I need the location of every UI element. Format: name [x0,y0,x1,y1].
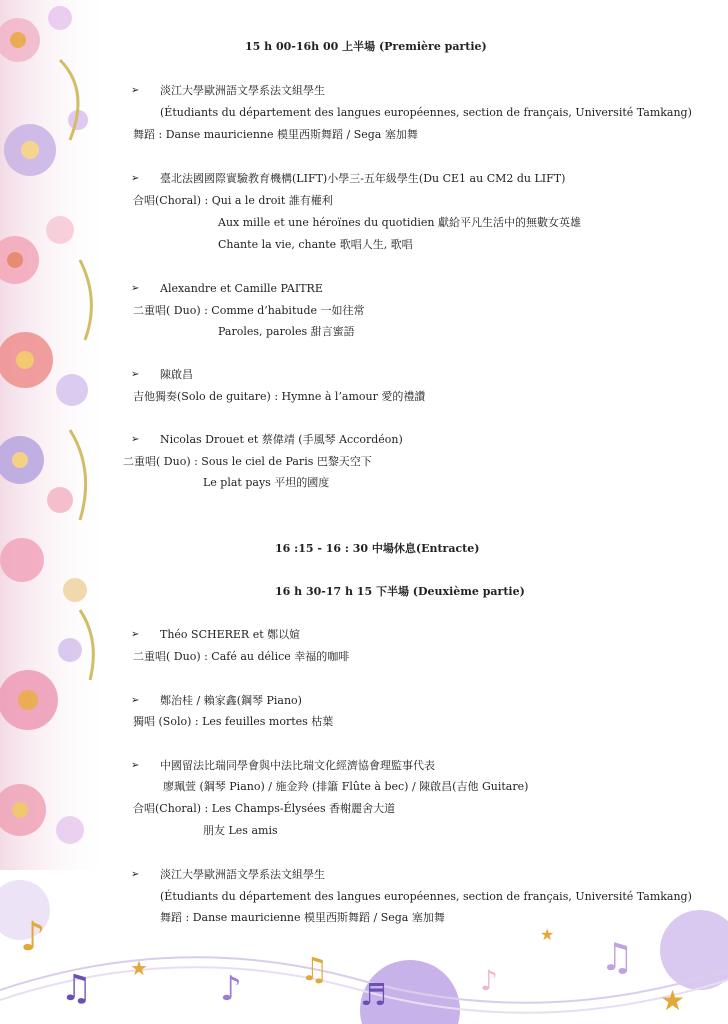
program-line: Paroles, paroles 甜言蜜語 [218,325,355,338]
part1-heading: 15 h 00-16h 00 上半場 (Première partie) [245,40,487,53]
performer-name: 中國留法比瑞同學會與中法比瑞文化經濟協會理監事代表 [160,759,435,772]
performer-name: Alexandre et Camille PAITRE [160,282,323,295]
bullet-icon: ➢ [131,283,140,294]
bullet-icon: ➢ [131,695,140,706]
svg-text:♫: ♫ [600,935,635,979]
entracte-heading: 16 :15 - 16 : 30 中場休息(Entracte) [275,542,480,555]
bullet-icon: ➢ [131,760,140,771]
program-line: Aux mille et une héroïnes du quotidien 獻給平凡生活中的無數女英雄 [218,216,582,229]
svg-text:♪: ♪ [220,969,242,1009]
floral-border-decoration [0,0,112,880]
program-line: 舞蹈 : Danse mauricienne 模里西斯舞蹈 / Sega 塞加舞 [160,911,445,924]
program-line: 二重唱( Duo) : Café au délice 幸福的咖啡 [133,650,350,663]
performer-name: 陳啟昌 [160,368,193,381]
svg-text:★: ★ [130,956,148,980]
svg-text:♬: ♬ [360,978,387,1013]
program-line: 吉他獨奏(Solo de guitare) : Hymne à l’amour 愛的禮讚 [133,390,426,403]
performer-name: 臺北法國國際實驗教育機構(LIFT)小學三-五年級學生(Du CE1 au CM2 du LIFT) [160,172,566,185]
bullet-icon: ➢ [131,173,140,184]
part2-heading: 16 h 30-17 h 15 下半場 (Deuxième partie) [275,585,525,598]
program-line: 合唱(Choral) : Les Champs-Élysées 香榭麗舍大道 [133,802,396,815]
program-line: 獨唱 (Solo) : Les feuilles mortes 枯葉 [133,715,334,728]
program-line: 二重唱( Duo) : Comme d’habitude 一如往常 [133,304,365,317]
svg-text:♫: ♫ [300,950,329,988]
performer-name: 淡江大學歐洲語文學系法文組學生 [160,868,325,881]
performer-name: Théo SCHERER et 鄭以媗 [160,628,301,641]
performer-detail: (Étudiants du département des langues européennes, section de français, Université Tamkang) [160,890,692,903]
svg-text:★: ★ [660,984,686,1017]
svg-text:★: ★ [540,925,555,944]
bullet-icon: ➢ [131,869,140,880]
svg-text:♫: ♫ [60,968,93,1009]
performer-detail: (Étudiants du département des langues européennes, section de français, Université Tamkang) [160,106,692,119]
svg-text:♪: ♪ [480,964,498,997]
program-line: 舞蹈 : Danse mauricienne 模里西斯舞蹈 / Sega 塞加舞 [133,128,418,141]
program-line: Chante la vie, chante 歌唱人生, 歌唱 [218,238,413,251]
program-line: 二重唱( Duo) : Sous le ciel de Paris 巴黎天空下 [123,455,372,468]
program-line: Le plat pays 平坦的國度 [203,476,330,489]
bullet-icon: ➢ [131,85,140,96]
bullet-icon: ➢ [131,369,140,380]
program-line: 合唱(Choral) : Qui a le droit 誰有權利 [133,194,333,207]
performer-name: Nicolas Drouet et 蔡偉靖 (手風琴 Accordéon) [160,433,403,446]
svg-text:♪: ♪ [20,914,46,960]
performer-name: 鄭治桂 / 賴家鑫(鋼琴 Piano) [160,694,302,707]
program-line: 朋友 Les amis [203,824,278,837]
performer-name: 淡江大學歐洲語文學系法文組學生 [160,84,325,97]
bullet-icon: ➢ [131,629,140,640]
bullet-icon: ➢ [131,434,140,445]
performer-detail: 廖珮萱 (鋼琴 Piano) / 施金羚 (排簫 Flûte à bec) / 陳啟昌(吉他 Guitare) [163,780,529,793]
